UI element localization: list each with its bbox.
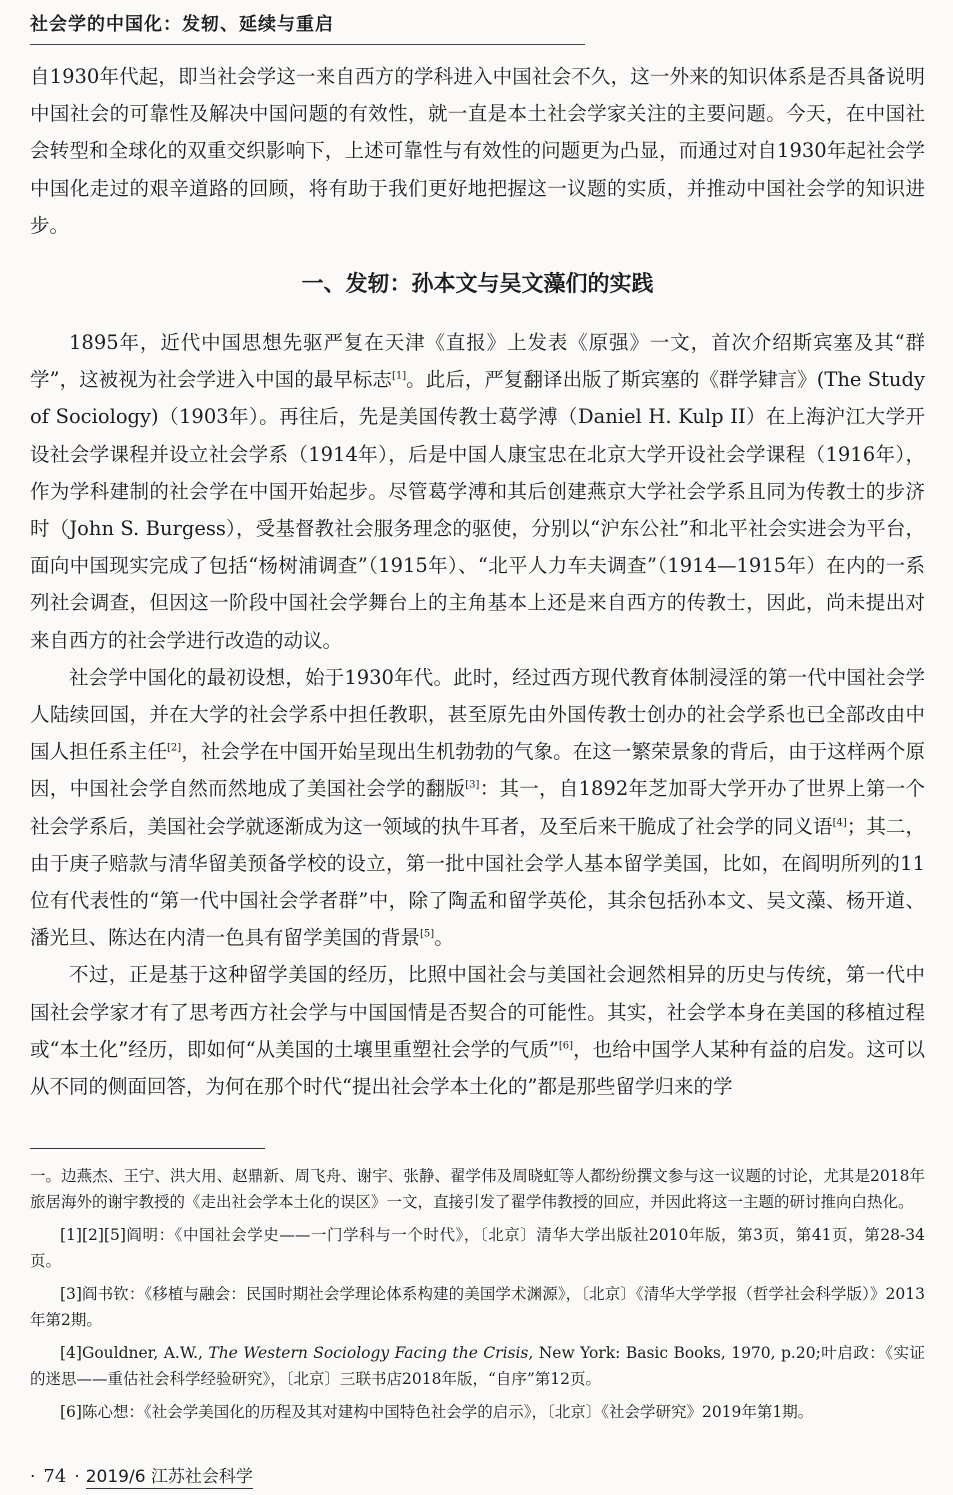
- page-footer: [30, 1462, 253, 1487]
- paragraph-1-text-a: 1895年，近代中国思想先驱严复在天津《直报》上发表《原强》一文，首次介绍斯宾塞及其“群学”，这被视为社会学进入中国的最早标志: [30, 331, 925, 392]
- paragraph-2-text-b: ，社会学在中国开始呈现出生机勃勃的气象。在这一繁荣景象的背后，由于这样两个原因，中国社会学自然而然地成了美国社会学的翻版: [30, 740, 925, 801]
- paragraph-1-text-b: 。此后，严复翻译出版了斯宾塞的《群学肄言》(The Study of Sociology)（1903年）。再往后，先是美国传教士葛学溥（Daniel H. Kulp II）在上海沪江大学开设社会学课程并设立社会学系（1914年），后是中国人康宝忠在北京大学开设社会学课程（1916年），作为学科建制的社会学在中国开始起步。尽管葛学溥和其后创建燕京大学社会学系且同为传教士的步济时（John S. Burgess），受基督教社会服务理念的驱使，分别以“沪东公社”和北平社会实进会为平台，面向中国现实完成了包括“杨树浦调查”（1915年）、“北平人力车夫调查”（1914—1915年）在内的一系列社会调查，但因这一阶段中国社会学舞台上的主角基本上还是来自西方的传教士，因此，尚未提出对来自西方的社会学进行改造的动议。: [30, 368, 925, 652]
- footnote-ref-6: [6]: [558, 1040, 574, 1052]
- paragraph-2-text-c: ：其一，自1892年芝加哥大学开办了世界上第一个社会学系后，美国社会学就逐渐成为这一领域的执牛耳者，及至后来干脆成了社会学的同义语: [30, 777, 925, 838]
- footnote-ref-3: [3]: [465, 779, 480, 791]
- footnote-divider: [30, 1148, 265, 1149]
- footnote-4-text-a: [4]Gouldner, A.W.,: [60, 1344, 209, 1362]
- paragraph-2-text-e: 。: [434, 926, 454, 950]
- footnote-3: [3]阎书钦：《移植与融会：民国时期社会学理论体系构建的美国学术渊源》，〔北京〕《清华大学学报（哲学社会科学版）》2013年第2期。: [30, 1285, 925, 1329]
- footnote-ref-2: [2]: [167, 742, 182, 754]
- running-header-title: 社会学的中国化：发轫、延续与重启: [30, 14, 334, 35]
- paragraph-2-text-a: 社会学中国化的最初设想，始于1930年代。此时，经过西方现代教育体制浸淫的第一代中国社会学人陆续回国，并在大学的社会学系中担任教职，甚至原先由外国传教士创办的社会学系也已全部改由中国人担任系主任: [30, 665, 925, 764]
- paragraph-2: [30, 659, 925, 957]
- footnote-4: [30, 1341, 925, 1392]
- footnote-0: 一。边燕杰、王宁、洪大用、赵鼎新、周飞舟、谢宇、张静、翟学伟及周晓虹等人都纷纷撰文参与这一议题的讨论，尤其是2018年旅居海外的谢宇教授的《走出社会学本土化的误区》一文，直接引发了翟学伟教授的回应，并因此将这一主题的研讨推向白热化。: [30, 1167, 925, 1211]
- footer-dot-right: ·: [74, 1467, 80, 1487]
- journal-issue: 2019/6 江苏社会科学: [85, 1467, 253, 1487]
- section-heading: 一、发轫：孙本文与吴文藻们的实践: [301, 272, 654, 298]
- footnote-1: [1][2][5]阎明：《中国社会学史——一门学科与一个时代》，〔北京〕清华大学出版社2010年版，第3页，第41页，第28-34页。: [30, 1226, 925, 1270]
- paragraph-2-text-d: ；其二，由于庚子赔款与清华留美预备学校的设立，第一批中国社会学人基本留学美国，比如，在阎明所列的11位有代表性的“第一代中国社会学者群”中，除了陶孟和留学英伦，其余包括孙本文、吴文藻、杨开道、潘光旦、陈达在内清一色具有留学美国的背景: [30, 814, 925, 950]
- paragraph-3-text-b: ，也给中国学人某种有益的启发。这可以从不同的侧面回答，为何在那个时代“提出社会学本土化的”都是那些留学归来的学: [30, 1037, 925, 1099]
- footnote-ref-4: [4]: [832, 817, 847, 829]
- paragraph-3-text-a: 不过，正是基于这种留学美国的经历，比照中国社会与美国社会迥然相异的历史与传统，第一代中国社会学家才有了思考西方社会学与中国国情是否契合的可能性。其实，社会学本身在美国的移植过程或“本土化”经历，即如何“从美国的土壤里重塑社会学的气质”: [30, 963, 925, 1061]
- article-body: [30, 58, 925, 1105]
- footnote-ref-5: [5]: [420, 928, 435, 940]
- paragraph-3: [30, 956, 925, 1105]
- footnotes: [30, 1164, 925, 1434]
- intro-paragraph: 自1930年代起，即当社会学这一来自西方的学科进入中国社会不久，这一外来的知识体系是否具备说明中国社会的可靠性及解决中国问题的有效性，就一直是本土社会学家关注的主要问题。今天，在中国社会转型和全球化的双重交织影响下，上述可靠性与有效性的问题更为凸显，而通过对自1930年起社会学中国化走过的艰辛道路的回顾，将有助于我们更好地把握这一议题的实质，并推动中国社会学的知识进步。: [30, 65, 925, 237]
- footnote-4-book-title: The Western Sociology Facing the Crisis: [208, 1344, 529, 1362]
- footnote-4-text-c: , New York: Basic Books, 1970, p.20;叶启政：《实证的迷思——重估社会科学经验研究》，〔北京〕三联书店2018年版，“自序”第12页。: [30, 1344, 925, 1388]
- page-number: 74: [43, 1466, 67, 1487]
- paragraph-1: [30, 324, 925, 659]
- footer-dot-left: ·: [30, 1467, 36, 1487]
- footnote-6: [6]陈心想：《社会学美国化的历程及其对建构中国特色社会学的启示》，〔北京〕《社会学研究》2019年第1期。: [60, 1403, 814, 1421]
- running-header: [30, 10, 585, 45]
- footnote-ref-1: [1]: [391, 370, 407, 382]
